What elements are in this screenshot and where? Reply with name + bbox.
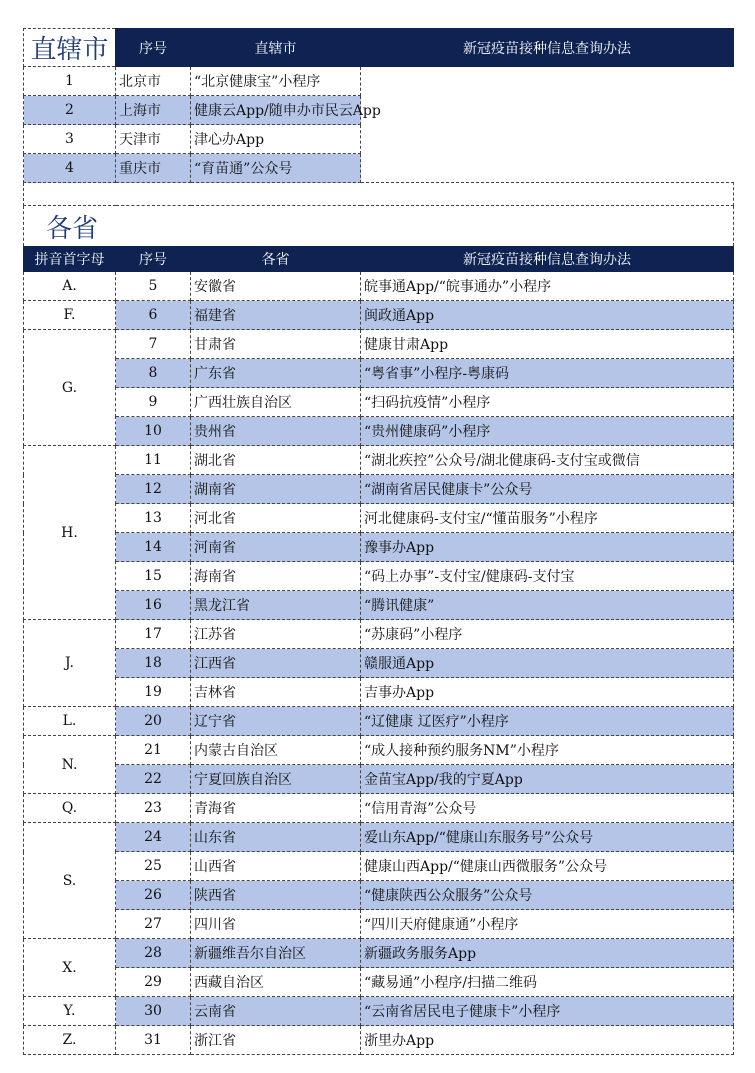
- table-row: [24, 736, 734, 765]
- row-method: 吉事办App: [361, 678, 734, 707]
- row-name: 天津市: [116, 125, 191, 154]
- table-row: [24, 562, 734, 591]
- table-row: [24, 154, 734, 183]
- table-row: [24, 388, 734, 417]
- row-method: “湖北疾控”公众号/湖北健康码-支付宝或微信: [361, 446, 734, 475]
- table-row: [24, 649, 734, 678]
- row-method: “藏易通”小程序/扫描二维码: [361, 968, 734, 997]
- row-name: 山东省: [191, 823, 361, 852]
- row-method: 健康甘肃App: [361, 330, 734, 359]
- vaccination-info-table-container: [23, 28, 733, 1055]
- pinyin-initial: Z.: [24, 1026, 116, 1055]
- row-name: 贵州省: [191, 417, 361, 446]
- row-number: 14: [116, 533, 191, 562]
- row-method: “贵州健康码”小程序: [361, 417, 734, 446]
- row-method: 健康云App/随申办市民云App: [191, 96, 361, 125]
- row-number: 19: [116, 678, 191, 707]
- pinyin-initial: H.: [24, 446, 116, 620]
- table-row: [24, 272, 734, 301]
- header-query-method: 新冠疫苗接种信息查询办法: [361, 29, 734, 67]
- pinyin-initial: Q.: [24, 794, 116, 823]
- row-method: “云南省居民电子健康卡”小程序: [361, 997, 734, 1026]
- province-header-row: [24, 247, 734, 272]
- row-method: “腾讯健康”: [361, 591, 734, 620]
- row-method: 皖事通App/“皖事通办”小程序: [361, 272, 734, 301]
- row-method: “育苗通”公众号: [191, 154, 361, 183]
- table-row: [24, 620, 734, 649]
- row-method: “粤省事”小程序-粤康码: [361, 359, 734, 388]
- row-name: 山西省: [191, 852, 361, 881]
- table-row: [24, 504, 734, 533]
- row-name: 湖北省: [191, 446, 361, 475]
- pinyin-initial: N.: [24, 736, 116, 794]
- row-name: 陕西省: [191, 881, 361, 910]
- row-name: 广东省: [191, 359, 361, 388]
- section-title-row: [24, 206, 734, 247]
- row-name: 海南省: [191, 562, 361, 591]
- header-province: 各省: [191, 247, 361, 272]
- row-number: 22: [116, 765, 191, 794]
- row-name: 宁夏回族自治区: [191, 765, 361, 794]
- row-method: 豫事办App: [361, 533, 734, 562]
- table-row: [24, 359, 734, 388]
- row-method: “四川天府健康通”小程序: [361, 910, 734, 939]
- vaccination-info-table: [23, 28, 734, 1055]
- row-method: 爱山东App/“健康山东服务号”公众号: [361, 823, 734, 852]
- row-method: “成人接种预约服务NM”小程序: [361, 736, 734, 765]
- row-name: 上海市: [116, 96, 191, 125]
- row-method: “扫码抗疫情”小程序: [361, 388, 734, 417]
- row-number: 29: [116, 968, 191, 997]
- table-row: [24, 475, 734, 504]
- row-number: 17: [116, 620, 191, 649]
- row-name: 四川省: [191, 910, 361, 939]
- table-row: [24, 591, 734, 620]
- table-row: [24, 968, 734, 997]
- table-row: [24, 823, 734, 852]
- row-number: 24: [116, 823, 191, 852]
- row-name: 重庆市: [116, 154, 191, 183]
- header-number: 序号: [116, 247, 191, 272]
- row-name: 吉林省: [191, 678, 361, 707]
- row-number: 12: [116, 475, 191, 504]
- row-number: 15: [116, 562, 191, 591]
- table-row: [24, 446, 734, 475]
- spacer-row: [24, 183, 734, 206]
- row-name: 河南省: [191, 533, 361, 562]
- header-query-method: 新冠疫苗接种信息查询办法: [361, 247, 734, 272]
- table-row: [24, 417, 734, 446]
- pinyin-initial: Y.: [24, 997, 116, 1026]
- table-row: [24, 794, 734, 823]
- table-row: [24, 765, 734, 794]
- pinyin-initial: X.: [24, 939, 116, 997]
- row-method: “码上办事”-支付宝/健康码-支付宝: [361, 562, 734, 591]
- row-number: 27: [116, 910, 191, 939]
- table-row: [24, 301, 734, 330]
- row-number: 26: [116, 881, 191, 910]
- row-name: 甘肃省: [191, 330, 361, 359]
- row-method: “辽健康 辽医疗”小程序: [361, 707, 734, 736]
- pinyin-initial: F.: [24, 301, 116, 330]
- row-method: “苏康码”小程序: [361, 620, 734, 649]
- row-number: 16: [116, 591, 191, 620]
- municipality-group-label: 直辖市: [24, 29, 116, 67]
- row-number: 5: [116, 272, 191, 301]
- row-number: 18: [116, 649, 191, 678]
- row-method: 津心办App: [191, 125, 361, 154]
- row-number: 30: [116, 997, 191, 1026]
- table-row: [24, 678, 734, 707]
- row-name: 福建省: [191, 301, 361, 330]
- row-number: 2: [24, 96, 116, 125]
- row-method: “北京健康宝”小程序: [191, 67, 361, 96]
- row-number: 8: [116, 359, 191, 388]
- header-pinyin-initial: 拼音首字母: [24, 247, 116, 272]
- table-row: [24, 1026, 734, 1055]
- row-number: 11: [116, 446, 191, 475]
- row-method: 健康山西App/“健康山西微服务”公众号: [361, 852, 734, 881]
- row-method: 赣服通App: [361, 649, 734, 678]
- row-method: 闽政通App: [361, 301, 734, 330]
- row-number: 31: [116, 1026, 191, 1055]
- header-municipality: 直辖市: [191, 29, 361, 67]
- row-name: 新疆维吾尔自治区: [191, 939, 361, 968]
- row-method: 浙里办App: [361, 1026, 734, 1055]
- header-number: 序号: [116, 29, 191, 67]
- row-number: 20: [116, 707, 191, 736]
- pinyin-initial: S.: [24, 823, 116, 939]
- table-row: [24, 852, 734, 881]
- row-number: 13: [116, 504, 191, 533]
- row-number: 23: [116, 794, 191, 823]
- table-row: [24, 939, 734, 968]
- row-name: 安徽省: [191, 272, 361, 301]
- table-row: [24, 96, 734, 125]
- row-method: 河北健康码-支付宝/“懂苗服务”小程序: [361, 504, 734, 533]
- table-row: [24, 707, 734, 736]
- table-row: [24, 330, 734, 359]
- pinyin-initial: A.: [24, 272, 116, 301]
- row-name: 湖南省: [191, 475, 361, 504]
- row-number: 7: [116, 330, 191, 359]
- pinyin-initial: J.: [24, 620, 116, 707]
- row-name: 西藏自治区: [191, 968, 361, 997]
- row-number: 1: [24, 67, 116, 96]
- table-row: [24, 997, 734, 1026]
- row-name: 辽宁省: [191, 707, 361, 736]
- row-number: 28: [116, 939, 191, 968]
- row-name: 河北省: [191, 504, 361, 533]
- row-method: “健康陕西公众服务”公众号: [361, 881, 734, 910]
- pinyin-initial: G.: [24, 330, 116, 446]
- table-row: [24, 125, 734, 154]
- row-name: 江西省: [191, 649, 361, 678]
- row-name: 浙江省: [191, 1026, 361, 1055]
- table-row: [24, 67, 734, 96]
- row-number: 4: [24, 154, 116, 183]
- row-number: 9: [116, 388, 191, 417]
- row-name: 云南省: [191, 997, 361, 1026]
- row-number: 25: [116, 852, 191, 881]
- row-number: 6: [116, 301, 191, 330]
- spacer-cell: [24, 183, 734, 206]
- row-number: 3: [24, 125, 116, 154]
- table-row: [24, 533, 734, 562]
- table-row: [24, 881, 734, 910]
- pinyin-initial: L.: [24, 707, 116, 736]
- row-number: 10: [116, 417, 191, 446]
- row-method: “信用青海”公众号: [361, 794, 734, 823]
- row-name: 江苏省: [191, 620, 361, 649]
- section-title: 各省: [24, 206, 734, 247]
- row-method: 金苗宝App/我的宁夏App: [361, 765, 734, 794]
- row-number: 21: [116, 736, 191, 765]
- row-name: 黑龙江省: [191, 591, 361, 620]
- row-name: 内蒙古自治区: [191, 736, 361, 765]
- row-method: 新疆政务服务App: [361, 939, 734, 968]
- row-name: 青海省: [191, 794, 361, 823]
- table-row: [24, 910, 734, 939]
- row-method: “湖南省居民健康卡”公众号: [361, 475, 734, 504]
- row-name: 广西壮族自治区: [191, 388, 361, 417]
- row-name: 北京市: [116, 67, 191, 96]
